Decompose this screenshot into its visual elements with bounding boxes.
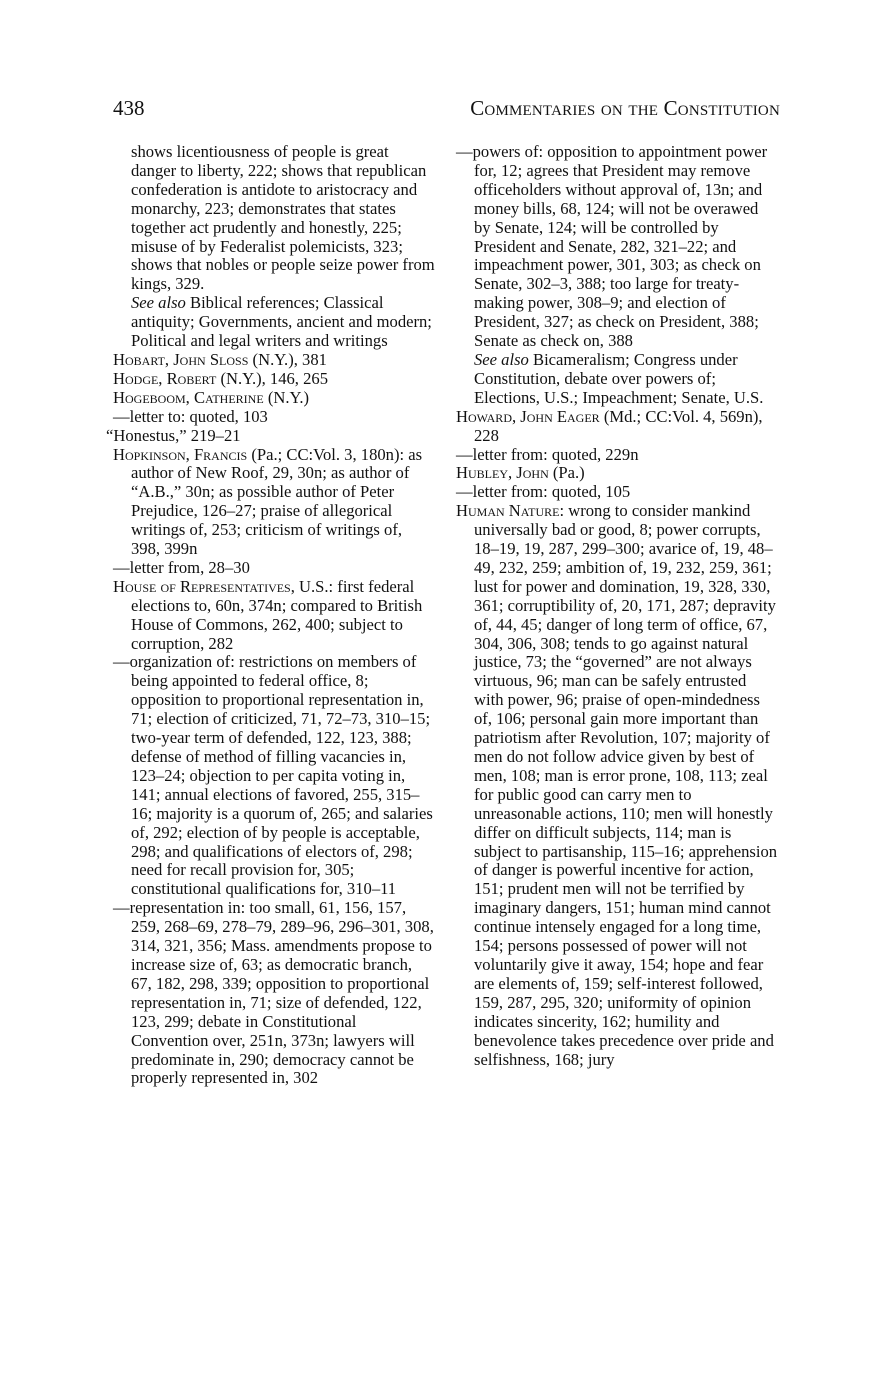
index-entry-howard <box>456 408 778 446</box>
headword: Hobart, John Sloss <box>113 349 249 369</box>
headword: Hodge, Robert <box>113 368 217 388</box>
entry-text: (Pa.) <box>548 463 585 483</box>
running-head: Commentaries on the Constitution <box>470 96 780 120</box>
headword: Hubley, John <box>456 463 549 483</box>
index-entry-hodge <box>113 370 435 389</box>
entry-text: : wrong to consider mankind universally bad or good, 8; power corrupts, 18–19, 19, 287, 299–300; avarice of, 19, 48–49, 232, 259; ambition of, 19, 232, 259, 361; lust for power and domination, 19, 328, 330, 361; corruptibility of, 20, 171, 287; depravity of, 44, 45; danger of long term of office, 67, 304, 306, 308; tends to go against natural justice, 73; the “governed” are not always virtuous, 96; man can be safely entrusted with power, 96; praise of open-mindedness of, 106; personal gain more important than patriotism after Revolution, 107; majority of men do not follow advice given by best of men, 108; man is error prone, 108, 113; zeal for public good can carry men to unreasonable actions, 110; men will honestly differ on difficult subjects, 114; man is subject to partisanship, 115–16; apprehension of danger is powerful incentive for action, 151; prudent men will not be terrified by imaginary dangers, 151; human mind cannot continue intensely engaged for a long time, 154; persons possessed of power will not voluntarily give it away, 154; hope and fear are elements of, 159; self-interest followed, 159, 287, 295, 320; uniformity of opinion indicates sincerity, 162; humility and benevolence takes precedence over pride and selfishness, 168; jury <box>474 501 778 1069</box>
entry-text: (Pa.; CC:Vol. 3, 180n): as author of New Roof, 29, 30n; as author of “A.B.,” 30n; as possible author of Peter Prejudice, 126–27; praise of allegorical writings of, 253; criticism of writings of, 398, 399n <box>131 444 423 559</box>
headword: Howard, John Eager <box>456 406 600 426</box>
entry-text: shows licentiousness of people is great danger to liberty, 222; shows that republican confederation is antidote to aristocracy and monarchy, 223; demonstrates that states together act prudently and honestly, 225; misuse of by Federalist polemicists, 323; shows that nobles or people seize power from kings, 329. <box>131 142 435 294</box>
see-also-reference <box>113 294 435 351</box>
index-subentry: —organization of: restrictions on members of being appointed to federal office, 8; opposition to proportional representation in, 71; election of criticized, 71, 72–73, 310–15; two-year term of defended, 122, 123, 388; defense of method of filling vacancies in, 123–24; objection to per capita voting in, 141; annual elections of favored, 255, 315–16; majority is a quorum of, 265; and salaries of, 292; election of by people is acceptable, 298; and qualifications of electors of, 298; need for recall provision for, 305; constitutional qualifications for, 310–11 <box>113 652 433 899</box>
entry-text: (Md.; CC:Vol. 4, 569n), 228 <box>474 406 763 445</box>
index-entry-house-of-representatives <box>113 578 435 654</box>
entry-text: , U.S.: first federal elections to, 60n, 374n; compared to British House of Commons, 262, 400; subject to corruption, 282 <box>131 576 423 653</box>
index-column-right <box>456 143 778 1069</box>
index-entry-human-nature <box>456 502 778 1069</box>
entry-text: (N.Y.), 146, 265 <box>216 368 328 388</box>
entry-text: (N.Y.) <box>263 387 310 407</box>
see-also-text: Bicameralism; Congress under Constitution, debate over powers of; Elections, U.S.; Impeachment; Senate, U.S. <box>474 349 764 407</box>
index-entry-hopkinson <box>113 446 435 559</box>
page-header <box>113 96 780 126</box>
index-column-left <box>106 142 435 1088</box>
entry-text: (N.Y.), 381 <box>248 349 327 369</box>
index-subentry: —letter from: quoted, 105 <box>456 482 631 502</box>
index-subentry: —letter to: quoted, 103 <box>113 406 268 426</box>
index-entry-continuation <box>113 143 435 294</box>
index-subentry: —powers of: opposition to appointment power for, 12; agrees that President may remove officeholders without approval of, 13n; and money bills, 68, 124; will not be overawed by Senate, 124; will be controlled by President and Senate, 282, 321–22; and impeachment power, 301, 303; as check on Senate, 302–3, 388; too large for treaty-making power, 308–9; and election of President, 327; as check on President, 388; Senate as check on, 388 <box>456 142 768 351</box>
index-subentry: —letter from: quoted, 229n <box>456 444 639 464</box>
see-also-label: See also <box>474 349 529 369</box>
index-subentry: —representation in: too small, 61, 156, 157, 259, 268–69, 278–79, 289–96, 296–301, 308, 314, 321, 356; Mass. amendments propose to increase size of, 63; as democratic branch, 67, 182, 298, 339; opposition to proportional representation in, 71; size of defended, 122, 123, 299; debate in Constitutional Convention over, 251n, 373n; lawyers will predominate in, 290; democracy cannot be properly represented in, 302 <box>113 898 434 1088</box>
see-also-label: See also <box>131 293 186 313</box>
index-entry-hobart <box>113 351 435 370</box>
headword: Hogeboom, Catherine <box>113 387 264 407</box>
see-also-text: Biblical references; Classical antiquity; Governments, ancient and modern; Political and legal writers and writings <box>131 293 432 351</box>
index-entry-hogeboom <box>113 389 435 408</box>
index-entry-hubley <box>456 464 778 483</box>
headword: Human Nature <box>456 501 560 521</box>
page-number: 438 <box>113 96 145 120</box>
see-also-reference <box>456 351 778 408</box>
headword: House of Representatives <box>113 576 291 596</box>
headword: Hopkinson, Francis <box>113 444 248 464</box>
index-entry-honestus: “Honestus,” 219–21 <box>106 425 241 445</box>
index-subentry: —letter from, 28–30 <box>113 557 250 577</box>
